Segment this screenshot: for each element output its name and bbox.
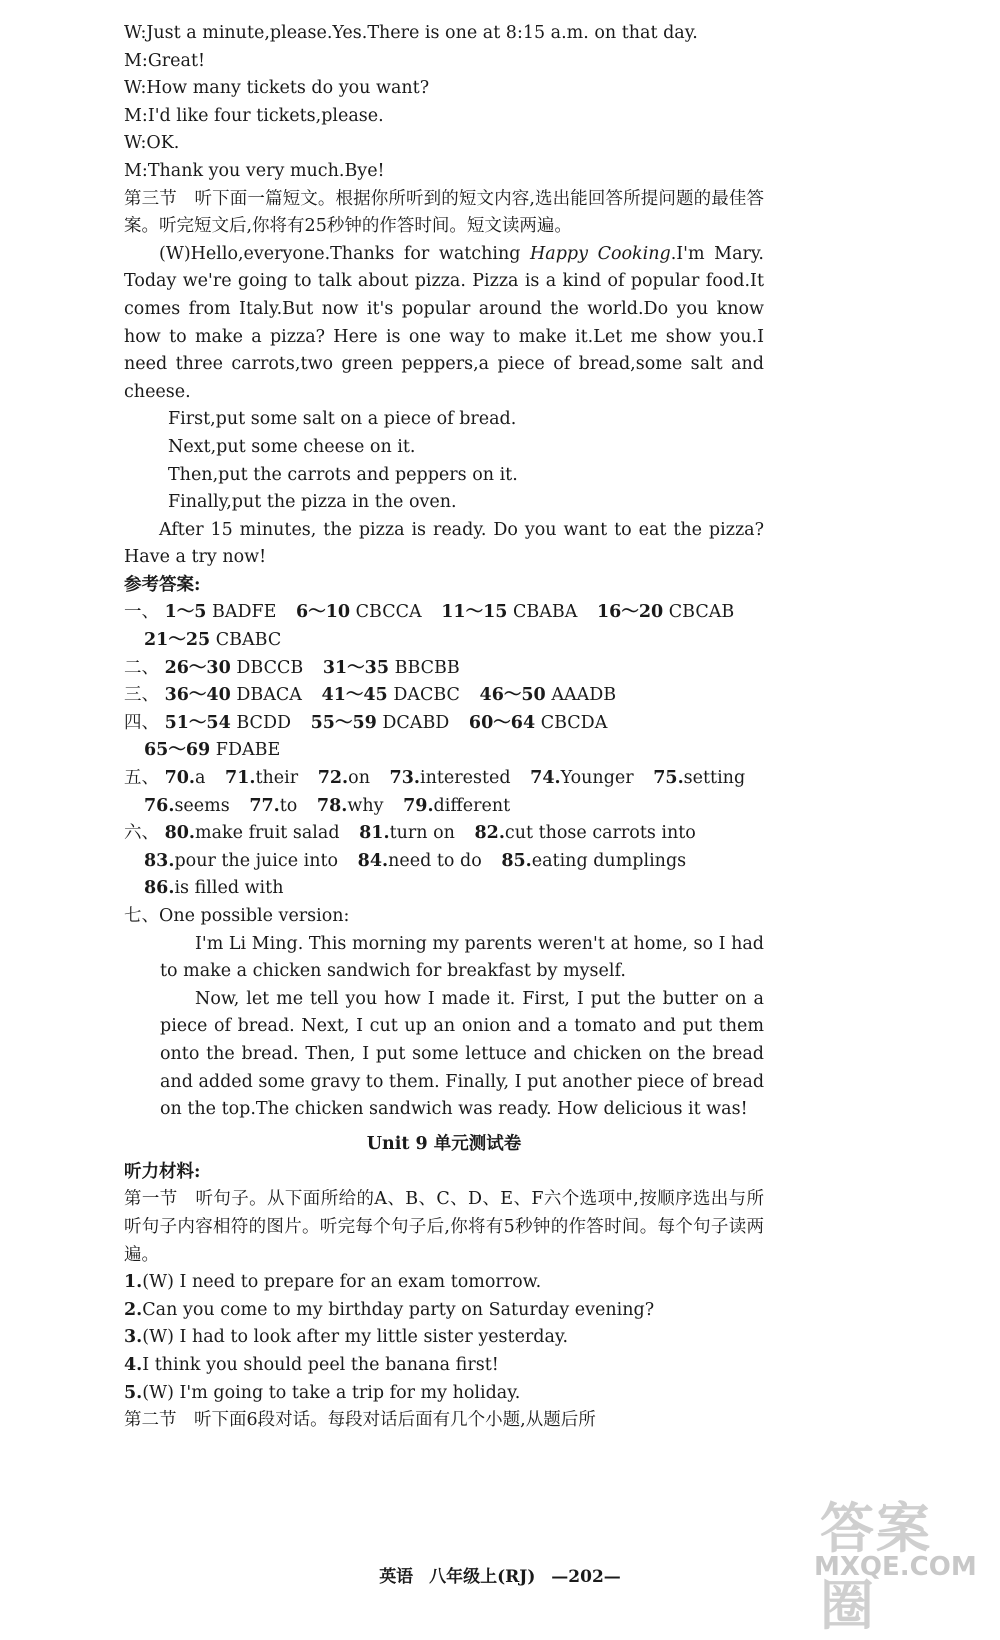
answer-value: CBCCA (355, 602, 422, 623)
answer-number: 86. (144, 878, 175, 899)
answer-range: 16～20 (597, 602, 664, 623)
answer-value: BBCBB (394, 657, 460, 678)
answer-value: CBCDA (540, 712, 608, 733)
answer-value: CBCAB (668, 602, 735, 623)
sentence-item (124, 1269, 764, 1297)
answer-number: 78. (316, 795, 348, 816)
dialogue-line: W:How many tickets do you want? (124, 78, 430, 99)
materials-heading: 听力材料: (124, 1161, 201, 1182)
answer-number: 85. (501, 850, 532, 871)
answer-range: 11～15 (441, 602, 508, 623)
answer-value: to (279, 795, 298, 816)
answer-row (124, 627, 764, 655)
sentence-item (124, 1380, 764, 1408)
section2-instruction: 第二节 听下面6段对话。每段对话后面有几个小题,从题后所 (124, 1410, 596, 1431)
answer-number: 82. (474, 823, 505, 844)
answer-number: 75. (653, 768, 684, 789)
essay-paragraph: I'm Li Ming. This morning my parents weren't at home, so I had to make a chicken sandwich for breakfast by myself. (160, 933, 764, 982)
answer-value: need to do (388, 850, 482, 871)
answer-value: different (433, 795, 511, 816)
answer-part-label: 五、 (124, 768, 159, 789)
answer-part-label: 七、 (124, 906, 159, 926)
sample-essay (124, 931, 764, 1124)
page-content (124, 20, 764, 1435)
show-title: Happy Cooking (530, 243, 671, 264)
watermark-url: MXQE.COM (814, 1552, 977, 1582)
answer-number: 73. (389, 768, 420, 789)
passage-start: (W)Hello,everyone.Thanks for watching (159, 243, 531, 264)
closing-paragraph: After 15 minutes, the pizza is ready. Do you want to eat the pizza? Have a try now! (124, 519, 764, 568)
answer-range: 26～30 (164, 657, 231, 678)
answer-number: 72. (317, 768, 349, 789)
answer-value: on (348, 768, 370, 789)
answer-row (124, 737, 764, 765)
answer-value: make fruit salad (195, 823, 340, 844)
sentence-item (124, 1324, 764, 1352)
answer-value: turn on (389, 823, 455, 844)
answer-value: seems (174, 795, 230, 816)
answer-value: AAADB (551, 685, 617, 706)
step-line: Finally,put the pizza in the oven. (168, 492, 457, 513)
answer-range: 36～40 (164, 685, 231, 706)
sentence-item (124, 1352, 764, 1380)
step-line: Then,put the carrots and peppers on it. (168, 464, 518, 485)
answer-value: a (195, 768, 206, 789)
answer-row (124, 655, 764, 683)
answer-value: CBABC (215, 630, 282, 651)
answer-range: 46～50 (479, 685, 546, 706)
answer-part-label: 四、 (124, 712, 159, 733)
answer-row (124, 793, 764, 821)
answer-value: eating dumplings (531, 850, 687, 871)
sentence-number: 5. (124, 1382, 143, 1403)
sentence-number: 2. (124, 1299, 143, 1320)
section3-passage (124, 241, 764, 407)
sentence-text: I think you should peel the banana first! (142, 1354, 499, 1375)
answer-row (124, 820, 764, 848)
step-line: Next,put some cheese on it. (168, 436, 416, 457)
footer-grade: 八年级上(RJ) (429, 1567, 536, 1587)
answer-value: DBCCB (236, 657, 304, 678)
answer-number: 80. (164, 823, 196, 844)
dialogue-line: M:I'd like four tickets,please. (124, 105, 384, 126)
essay-intro: One possible version: (159, 906, 350, 926)
essay-paragraph: Now, let me tell you how I made it. First, I put the butter on a piece of bread. Next, I cut up an onion and a tomato and put them onto the bread. Then, I put some lettuce and chicken on the bread and added some gravy to them. Finally, I put another piece of bread on the top.The chicken sandwich was ready. How delicious it was! (160, 988, 765, 1120)
answer-value: CBABA (513, 602, 578, 623)
sentence-number: 3. (124, 1327, 143, 1348)
answer-value: pour the juice into (174, 850, 339, 871)
sentence-text: (W) I need to prepare for an exam tomorrow. (142, 1272, 542, 1293)
answer-number: 79. (403, 795, 434, 816)
answer-value: BCDD (236, 712, 292, 733)
section1-instruction: 第一节 听句子。从下面所给的A、B、C、D、E、F六个选项中,按顺序选出与所听句子内容相符的图片。听完每个句子后,你将有5秒钟的作答时间。每个句子读两遍。 (124, 1189, 764, 1265)
answer-part-label: 一、 (124, 602, 159, 623)
answer-value: why (347, 795, 384, 816)
answer-range: 51～54 (164, 712, 231, 733)
answer-range: 6～10 (296, 602, 351, 623)
watermark-chinese: 答案圈 (820, 1497, 932, 1637)
answer-number: 74. (530, 768, 561, 789)
step-line: First,put some salt on a piece of bread. (168, 409, 517, 430)
answer-value: setting (683, 768, 746, 789)
answer-range: 31～35 (322, 657, 390, 678)
answer-number: 84. (357, 850, 389, 871)
answer-value: Younger (560, 768, 634, 789)
answer-number: 77. (249, 795, 280, 816)
answer-number: 81. (359, 823, 390, 844)
answer-range: 1～5 (164, 602, 207, 623)
answer-value: DACBC (393, 685, 460, 706)
answer-part-label: 三、 (124, 685, 159, 706)
answer-value: BADFE (212, 602, 277, 623)
answer-row (124, 599, 764, 627)
answer-value: FDABE (215, 740, 281, 761)
answer-value: is filled with (174, 878, 284, 899)
sentence-item (124, 1297, 764, 1325)
dialogue (124, 20, 764, 186)
sentence-text: Can you come to my birthday party on Saturday evening? (142, 1299, 655, 1320)
answer-number: 76. (144, 795, 175, 816)
answer-number: 83. (144, 850, 175, 871)
answer-number: 70. (164, 768, 196, 789)
dialogue-line: W:OK. (124, 133, 180, 154)
watermark-logo (792, 1482, 982, 1637)
sentence-number: 4. (124, 1354, 143, 1375)
answer-value: interested (420, 768, 511, 789)
answer-row (124, 765, 764, 793)
answer-row (124, 903, 764, 931)
sentence-text: (W) I'm going to take a trip for my holiday. (142, 1382, 521, 1403)
answer-range: 60～64 (468, 712, 536, 733)
sentence-number: 1. (124, 1272, 143, 1293)
answer-range: 41～45 (321, 685, 388, 706)
answer-value: cut those carrots into (504, 823, 696, 844)
passage-rest: .I'm Mary. Today we're going to talk about pizza. Pizza is a kind of popular food.It comes from Italy.But now it's popular around the world.Do you know how to make a pizza? Here is one way to make it.Let me show you.I need three carrots,two green peppers,a piece of bread,some salt and cheese. (124, 243, 764, 402)
answers-heading: 参考答案: (124, 574, 201, 595)
dialogue-line: M:Great! (124, 50, 206, 71)
answer-value: DCABD (382, 712, 450, 733)
answer-range: 65～69 (144, 740, 211, 761)
answer-row (124, 875, 764, 903)
answer-part-label: 二、 (124, 657, 159, 678)
answer-row (124, 848, 764, 876)
answer-value: DBACA (236, 685, 302, 706)
answer-range: 55～59 (310, 712, 377, 733)
answer-part-label: 六、 (124, 823, 159, 844)
dialogue-line: M:Thank you very much.Bye! (124, 160, 385, 181)
answer-value: their (255, 768, 299, 789)
answer-row (124, 710, 764, 738)
footer-page-number: —202— (551, 1567, 621, 1587)
answer-row (124, 682, 764, 710)
footer-subject: 英语 (379, 1567, 414, 1587)
section3-instruction: 第三节 听下面一篇短文。根据你所听到的短文内容,选出能回答所提问题的最佳答案。听完短文后,你将有25秒钟的作答时间。短文读两遍。 (124, 188, 764, 237)
answer-range: 21～25 (144, 630, 211, 651)
answer-number: 71. (225, 768, 256, 789)
unit9-title: Unit 9 单元测试卷 (366, 1133, 522, 1154)
dialogue-line: W:Just a minute,please.Yes.There is one at 8:15 a.m. on that day. (124, 23, 698, 43)
sentence-text: (W) I had to look after my little sister yesterday. (142, 1327, 569, 1348)
